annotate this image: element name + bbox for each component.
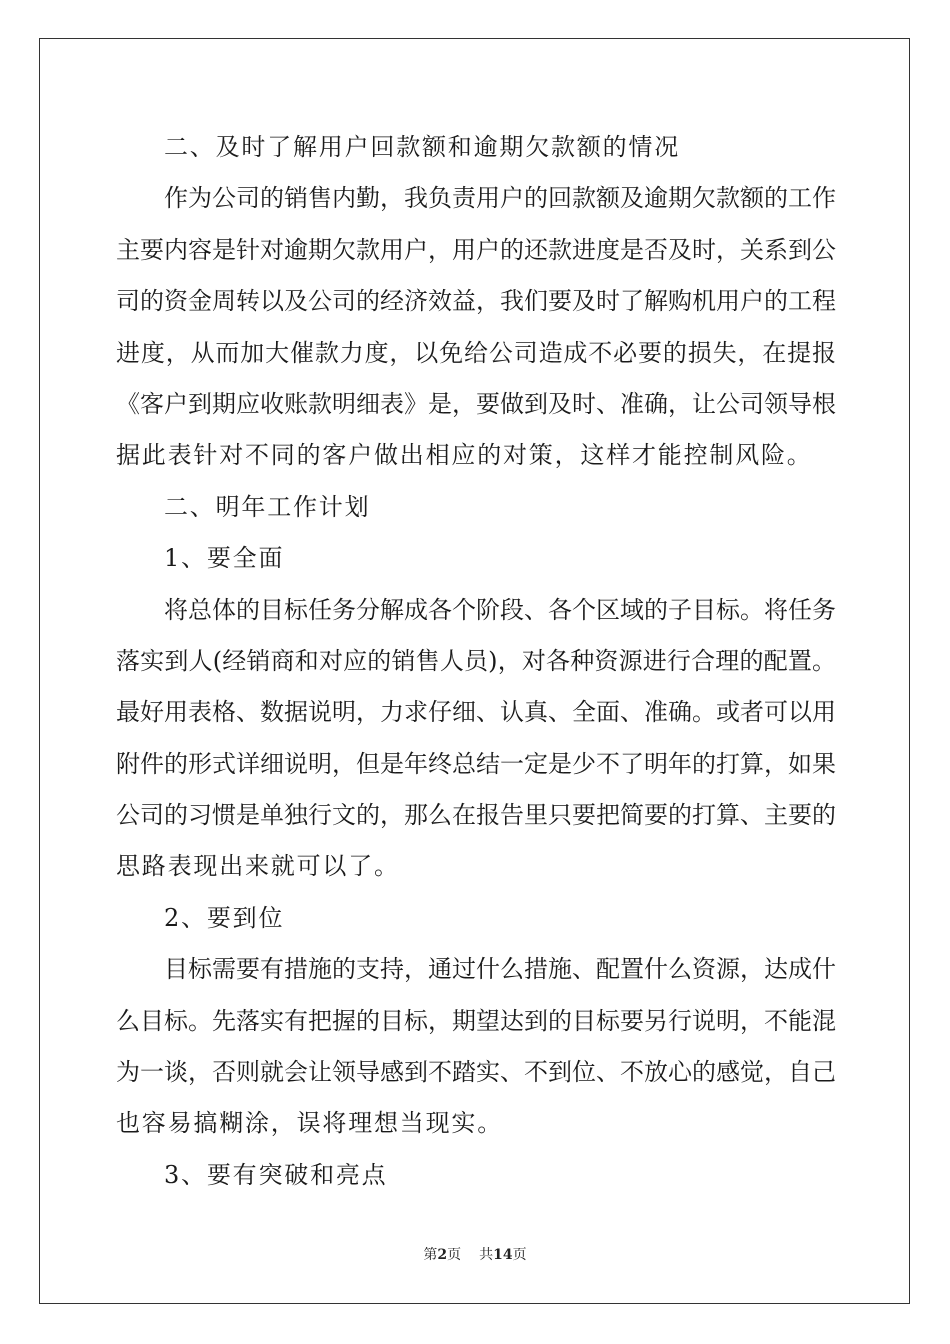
footer-total-prefix: 共: [479, 1247, 494, 1263]
text-line: 进度，从而加大催款力度，以免给公司造成不必要的损失，在提报: [116, 338, 836, 367]
text-line: 《客户到期应收账款明细表》是，要做到及时、准确，让公司领导根: [116, 389, 836, 418]
text-line: 二、及时了解用户回款额和逾期欠款额的情况: [164, 133, 680, 161]
text-line: 最好用表格、数据说明，力求仔细、认真、全面、准确。或者可以用: [116, 698, 836, 727]
footer-prefix: 第: [423, 1247, 438, 1263]
document-body: [116, 122, 836, 1201]
text-line: 目标需要有措施的支持，通过什么措施、配置什么资源，达成什: [164, 955, 836, 984]
text-line: 思路表现出来就可以了。: [116, 852, 400, 881]
text-line: 司的资金周转以及公司的经济效益，我们要及时了解购机用户的工程: [116, 287, 836, 316]
text-line: 2、要到位: [164, 903, 285, 932]
text-line: 主要内容是针对逾期欠款用户，用户的还款进度是否及时，关系到公: [116, 235, 836, 264]
text-line: 么目标。先落实有把握的目标，期望达到的目标要另行说明，不能混: [116, 1006, 836, 1035]
page-footer: [0, 1244, 950, 1264]
text-line: 附件的形式详细说明，但是年终总结一定是少不了明年的打算，如果: [116, 749, 836, 778]
text-line: 也容易搞糊涂，误将理想当现实。: [116, 1109, 503, 1138]
footer-total-pages: 14: [493, 1247, 513, 1263]
text-line: 作为公司的销售内勤，我负责用户的回款额及逾期欠款额的工作: [164, 184, 836, 213]
text-line: 落实到人(经销商和对应的销售人员)，对各种资源进行合理的配置。: [116, 646, 836, 675]
text-line: 据此表针对不同的客户做出相应的对策，这样才能控制风险。: [116, 441, 813, 470]
text-line: 1、要全面: [164, 544, 285, 573]
text-line: 为一谈，否则就会让领导感到不踏实、不到位、不放心的感觉，自己: [116, 1058, 836, 1087]
text-line: 公司的习惯是单独行文的，那么在报告里只要把简要的打算、主要的: [116, 801, 836, 830]
text-line: 二、明年工作计划: [164, 492, 371, 521]
text-line: 3、要有突破和亮点: [164, 1160, 388, 1189]
footer-page-number: 2: [437, 1247, 448, 1263]
footer-total-suffix: 页: [512, 1247, 527, 1263]
text-line: 将总体的目标任务分解成各个阶段、各个区域的子目标。将任务: [164, 595, 836, 624]
footer-page-suffix: 页: [447, 1247, 462, 1263]
